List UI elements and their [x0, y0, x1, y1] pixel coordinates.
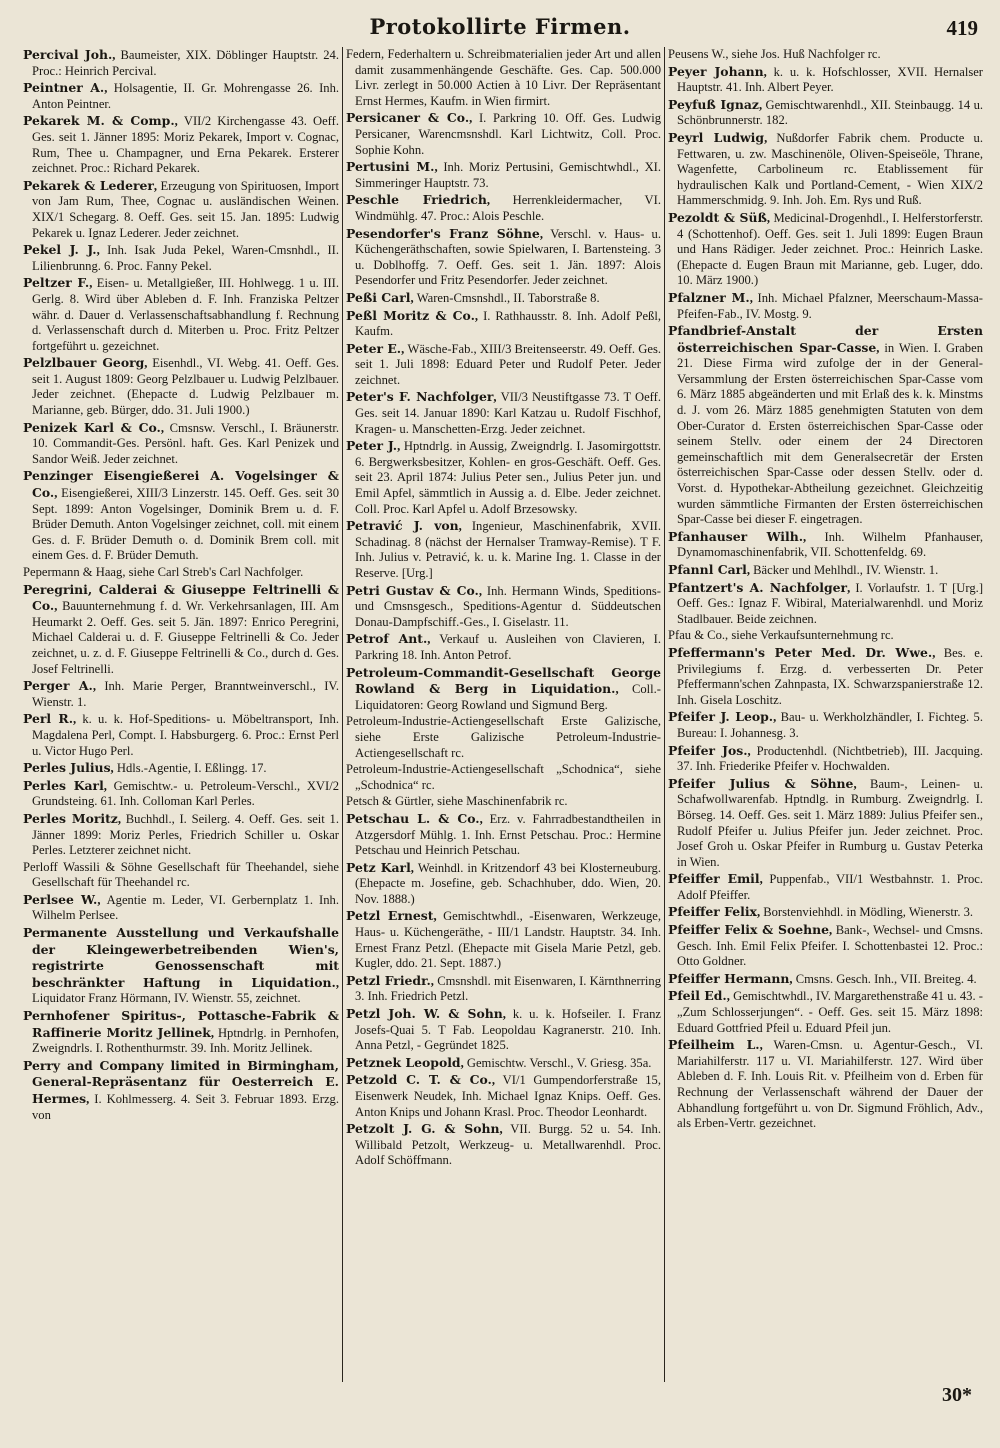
directory-entry — [346, 794, 661, 810]
entry-text: k. u. k. Hof-Speditions- u. Möbeltransport, Inh. Magdalena Perl, Compt. I. Habsburgerg. 6. Proc.: Ernst Perl u. Victor Hugo Perl. — [32, 712, 339, 758]
entry-text: Gemischtw.- u. Petroleum-Verschl., XVI/2 Grundsteing. 61. Inh. Colloman Karl Perles. — [32, 778, 340, 809]
entry-text: Petroleum-Industrie-Actiengesellschaft Erste Galizische, siehe Erste Galizische Petroleum-Industrie-Actiengesellschaft rc. — [346, 714, 661, 760]
firm-name: Petroleum-Commandit-Gesellschaft George Rowland & Berg in Liquidation. — [346, 664, 661, 697]
entry-text: k. u. k. Hofseiler. I. Franz Josefs-Quai 5. T Fab. Leopoldau Kagranerstr. 210. Inh. Anna Petzl, - Gegründet 1825. — [355, 1007, 661, 1053]
directory-entry — [668, 709, 983, 741]
firm-name: Petravić J. von — [346, 518, 459, 534]
firm-name: Pfeiffer Felix — [668, 904, 757, 920]
firm-name: Peyfuß Ignaz — [668, 96, 759, 112]
page-header — [20, 14, 980, 44]
directory-entry — [346, 714, 661, 761]
directory-entry — [346, 308, 661, 340]
entry-text: Eisengießerei, XIII/3 Linzerstr. 145. Oeff. Ges. seit 30 Sept. 1899: Anton Vogelsinger, Dominik Brem u. d. F. Brüder Demuth. Anton Vogelsinger zeichnet, coll. mit einem Ges. d. F. Brüder Demuth o. d. Dominik Brem coll. mit einem Ges. d. F. Brüder Demuth. — [32, 486, 340, 563]
firm-name: Perl R. — [23, 711, 74, 727]
entry-separator: , — [112, 48, 121, 62]
directory-entry — [23, 113, 339, 176]
entry-separator: , — [764, 130, 777, 145]
entry-text: Hptndrlg. in Pernhofen, Zweigndrls. I. Rothenthurmstr. 39. Inh. Moritz Jellinek. — [32, 1025, 340, 1056]
directory-entry — [668, 290, 983, 322]
entry-separator: , — [486, 193, 513, 208]
directory-entry — [668, 562, 983, 579]
entry-text: Herrenkleidermacher, VI. Windmühlg. 47. Proc.: Alois Peschle. — [355, 193, 661, 223]
firm-name: Pelzlbauer Georg — [23, 355, 145, 371]
firm-name: Petzl Joh. W. & Sohn — [346, 1006, 503, 1022]
entry-separator: , — [54, 486, 62, 501]
firm-name: Petrof Ant. — [346, 631, 428, 647]
firm-name: Peßl Moritz & Co. — [346, 307, 475, 323]
entry-separator: , — [103, 778, 114, 793]
entry-text: Agentie m. Leder, VI. Gerbernplatz 1. Inh. Wilhelm Perlsee. — [32, 892, 339, 923]
entry-separator: , — [434, 160, 444, 175]
entry-separator: , — [96, 243, 108, 258]
entry-text: Baumeister, XIX. Döblinger Hauptstr. 24. Proc.: Heinrich Percival. — [32, 48, 339, 78]
entry-text: Inh. Moriz Pertusini, Gemischtwhdl., XI. Simmeringer Hauptstr. 73. — [355, 160, 662, 190]
entry-text: Cmsnsw. Verschl., I. Bräunerstr. 10. Commandit-Ges. Persönl. haft. Ges. Karl Penizek und Sandor Weiß. Jeder zeichnet. — [32, 420, 339, 466]
entry-separator: , — [758, 97, 766, 112]
directory-entry — [346, 192, 661, 224]
firm-name: Pfeiffer Hermann — [668, 970, 790, 986]
entry-text: Liquidator Franz Hörmann, IV. Wienstr. 55, zeichnet. — [32, 991, 301, 1006]
firm-name: Peßi Carl — [346, 289, 411, 305]
firm-name: Peintner A. — [23, 80, 105, 96]
directory-entry — [668, 47, 983, 63]
directory-entry — [23, 582, 339, 678]
entry-text: Pfau & Co., siehe Verkaufsunternehmung rc. — [668, 628, 894, 643]
column-right — [664, 47, 986, 1382]
directory-entry — [346, 389, 661, 437]
entry-text: Ingenieur, Maschinenfabrik, XVII. Schadinag. 8 (nächst der Hernalser Tramway-Remise). T F. Inh. Julius v. Petravić, k. u. k. Marine Ing. 1. Classe in der Reserve. [Urg.] — [355, 519, 661, 580]
entry-separator: , — [876, 340, 885, 355]
page-number: 419 — [946, 16, 978, 40]
firm-name: Petzl Ernest — [346, 908, 434, 924]
entry-text: Federn, Federhaltern u. Schreibmaterialien jeder Art und allen damit zusammenhängende Geschäfte. Ges. Cap. 500.000 Livr. zerlegt in 50.000 Actien à 10 Livr. Der Repräsentant Ernst Hermes, Kaufm. in Wien firmirt. — [346, 47, 661, 108]
entry-separator: , — [210, 1025, 218, 1040]
firm-name: Petz Karl — [346, 859, 411, 875]
entry-text: Gemischtwhdl., -Eisenwaren, Werkzeuge, Haus- u. Küchengeräthe, - III/1 Landstr. Hauptstr. 34. Inh. Ernest Franz Petzl. (Ehepacte mit Gisela Marie Petzl, geb. Kugler, ddo. 21. Sept. 1887.) — [355, 909, 662, 971]
firm-name: Perlsee W. — [23, 891, 98, 907]
directory-entry — [23, 47, 339, 79]
firm-name: Peschle Friedrich — [346, 192, 487, 208]
entry-text: I. Parkring 10. Off. Ges. Ludwig Persicaner, Warencmsnshdl. Karl Lichtwitz, Coll. Proc. Sophie Kohn. — [355, 111, 662, 157]
directory-entry — [346, 110, 661, 158]
firm-name: Perles Moritz — [23, 810, 118, 826]
entry-separator: , — [493, 390, 501, 405]
firm-name: Petzolt J. G. & Sohn — [346, 1121, 500, 1137]
entry-separator: , — [847, 580, 856, 595]
entry-separator: , — [469, 111, 479, 126]
entry-text: I. Rathhausstr. 8. Inh. Adolf Peßl, Kaufm. — [355, 308, 661, 339]
firm-name: Permanente Ausstellung und Verkaufshalle der Kleingewerbetreibenden Wien's, registrirte Genossenschaft mit beschränkter Haftung in Liquidation. — [23, 925, 339, 990]
firm-name: Pekarek M. & Comp. — [23, 113, 175, 129]
entry-separator: , — [499, 1122, 511, 1137]
firm-name: Pfandbrief-Anstalt der Ersten österreichischen Spar-Casse — [668, 323, 983, 355]
entry-text: Nußdorfer Fabrik chem. Producte u. Fettwaren, u. zw. Maschinenöle, Oliven-Speiseöle, Thrane, Wagenfette, Carbolineum rc. Etablissement für hydraulischen Kalk und Portland-Cement, - Wien XIX/2 Hammerschmidg. 9. Inh. Joh. Em. Rys und Ruß. — [677, 130, 983, 208]
entry-separator: , — [502, 1007, 513, 1022]
entry-text: I. Vorlaufstr. 1. T [Urg.] Oeff. Ges.: Ignaz F. Wibiral, Materialwarenhdl. und Moriz Stadlbauer. Beide zeichnen. — [677, 580, 984, 626]
entry-separator: , — [478, 583, 487, 598]
entry-text: Productenhdl. (Nichtbetrieb), III. Jacquing. 37. Inh. Friederike Pfeifer v. Hochwalden. — [677, 743, 983, 774]
entry-separator: , — [756, 905, 764, 920]
entry-text: Eisenhdl., VI. Webg. 41. Oeff. Ges. seit 1. August 1809: Georg Pelzlbauer u. Ludwig Pelzlbauer. Jeder zeichnet. (Ehepacte d. Ludwig Pelzlbauer m. Marianne, geb. Bürger, ddo. 31. Juli 1900.) — [32, 356, 339, 418]
directory-entry — [668, 922, 983, 970]
entry-separator: , — [110, 761, 117, 776]
entry-text: Hdls.-Agentie, I. Eßlingg. 17. — [116, 761, 267, 776]
entry-separator: , — [410, 290, 417, 305]
firm-name: Pfeifer Jos. — [668, 742, 748, 758]
directory-entry — [346, 762, 661, 793]
entry-separator: , — [174, 114, 184, 129]
directory-entry — [346, 583, 661, 631]
entry-separator: , — [458, 519, 472, 534]
firm-name: Petzold C. T. & Co. — [346, 1072, 492, 1088]
entry-text: Eisen- u. Metallgießer, III. Hohlwegg. 1 u. III. Gerlg. 8. Wird über Ableben d. F. Inh. Franziska Peltzer währ. d. Dauer d. Verlassenschaftsabhandlung f. Rechnung d. Verlassenschaft durch d. Miterben u. Proc. Fritz Peltzer fortgeführt u. gezeichnet. — [32, 276, 339, 353]
entry-text: VII/2 Kirchengasse 43. Oeff. Ges. seit 1. Jänner 1895: Moriz Pekarek, Import v. Cognac, Rum, Thee u. Champagner, und Erna Pekarek. Ersterer zeichnet. Proc.: Richard Pekarek. — [32, 114, 339, 176]
directory-entry — [23, 275, 339, 354]
directory-entry — [346, 908, 661, 971]
directory-entry — [23, 565, 339, 581]
firm-name: Percival Joh. — [23, 47, 113, 62]
directory-entry — [346, 226, 661, 289]
directory-entry — [346, 1072, 661, 1120]
entry-separator: , — [97, 892, 107, 907]
firm-name: Pfeffermann's Peter Med. Dr. Wwe. — [668, 644, 933, 660]
entry-text: Gemischtwarenhdl., XII. Steinbaugg. 14 u. Schönbrunnerstr. 182. — [677, 97, 984, 128]
directory-entry — [668, 628, 983, 644]
entry-separator: , — [479, 811, 490, 826]
directory-entry — [668, 210, 983, 289]
firm-name: Petzl Friedr. — [346, 972, 431, 988]
entry-text: Wäsche-Fab., XIII/3 Breitenseerstr. 49. Oeff. Ges. seit 1. Juli 1898: Eduard Peter und Rudolf Peter. Jeder zeichnet. — [355, 341, 661, 387]
entry-text: Inh. Michael Pfalzner, Meerschaum-Massa-Pfeifen-Fab., IV. Mostg. 9. — [677, 290, 983, 321]
firm-name: Pfeifer Julius & Söhne — [668, 775, 854, 791]
firm-name: Petri Gustav & Co. — [346, 582, 479, 598]
directory-entry — [668, 1037, 983, 1132]
directory-entry — [346, 341, 661, 389]
firm-name: Pfanhauser Wilh. — [668, 528, 804, 544]
entry-separator: , — [615, 682, 632, 697]
firm-name: Pertusini M. — [346, 159, 435, 175]
entry-separator: , — [853, 776, 871, 791]
firm-name: Perles Karl — [23, 777, 104, 793]
entry-separator: , — [746, 563, 754, 577]
firm-name: Peltzer F. — [23, 275, 90, 291]
directory-entry — [346, 1006, 661, 1054]
entry-separator: , — [749, 290, 758, 305]
firm-name: Peter J. — [346, 438, 398, 454]
entry-text: I. Kohlmesserg. 4. Seit 3. Februar 1893. Erzg. von — [32, 1092, 339, 1122]
entry-text: Verschl. v. Haus- u. Küchengeräthschaften, sowie Spielwaren, I. Bartensteing. 3 u. Doblhoffg. 7. Oeff. Ges. seit 1. Jän. 1897: Alois Pesendorfer und Fritz Pesendorfer. Jeder zeichnet. — [355, 226, 661, 288]
firm-name: Pfannl Carl — [668, 562, 747, 577]
directory-entry — [23, 80, 339, 112]
firm-name: Pfantzert's A. Nachfolger — [668, 579, 848, 595]
directory-entry — [346, 47, 661, 109]
firm-name: Pfeil Ed. — [668, 988, 727, 1004]
entry-separator: , — [763, 64, 774, 79]
entry-text: Erz. v. Fahrradbestandtheilen in Atzgersdorf Mühlg. 1. Inh. Ernst Petschau. Proc.: Hermine Petschau und Heinrich Petschau. — [355, 811, 661, 858]
entry-text: Petroleum-Industrie-Actiengesellschaft „Schodnica“, siehe „Schodnica“ rc. — [346, 762, 661, 792]
entry-separator: , — [773, 710, 781, 725]
entry-text: Petsch & Gürtler, siehe Maschinenfabrik rc. — [346, 794, 568, 809]
entry-text: Bes. e. Privilegiums f. Erzg. d. verbesserten Dr. Peter Pfeffermann'schen Zahnpasta, IX. Schwarzspanierstraße 12. Inh. Gisela Loschitz. — [677, 645, 983, 707]
firm-name: Persicaner & Co. — [346, 110, 470, 126]
entry-text: Verkauf u. Ausleihen von Clavieren, I. Parkring 18. Inh. Anton Petrof. — [355, 632, 661, 662]
entry-text: Inh. Wilhelm Pfanhauser, Dynamomaschinenfabrik, VII. Schottenfeldg. 69. — [677, 529, 983, 560]
entry-text: Borstenviehhdl. in Mödling, Wienerstr. 3. — [763, 905, 974, 920]
entry-separator: , — [153, 178, 161, 193]
directory-entry — [23, 925, 339, 1007]
directory-entry — [668, 580, 983, 628]
entry-separator: , — [104, 81, 114, 96]
directory-entry — [346, 1121, 661, 1169]
entry-text: in Wien. I. Graben 21. Diese Firma wird zufolge der in der General-Versammlung der Ersten österreichischen Spar-Casse vom 6. März 1885 abgeänderten und mit Erlaß des k. k. Minstms d. J. vom 26. März 1885 genehmigten Statuten von dem Ober-Curator d. Ersten österreichischen Spar-Casse oder seinem Stellv. oder einem der 24 Directoren gemeinschaftlich mit dem Generalsecretär der Ersten österreichischen Spar-Casse oder dessen Stellv. oder d. Vorst. d. Hypothekar-Abtheilung gezeichnet. Gleichzeitig wurden sämmtliche Firmanten der Ersten österreichischen Spar-Casse bei dieser F. eingetragen. — [677, 340, 983, 527]
entry-separator: , — [54, 599, 63, 614]
directory-entry — [668, 988, 983, 1036]
entry-text: Baum-, Leinen- u. Schafwollwarenfab. Hptndlg. in Rumburg. Zweigndrlg. I. Börseg. 14. Oeff. Ges. seit 1. März 1889: Julius Pfeifer sen., Rudolf Pfeifer u. Julius Pfeifer jun. Jeder zeichnet. Proc. Josef Groh u. Oskar Pfeifer in Rumburg u. Gustav Peterka in Wien. — [677, 776, 983, 869]
directory-entry — [668, 871, 983, 903]
entry-text: Bank-, Wechsel- und Cmsns. Gesch. Inh. Emil Felix Pfeifer. I. Schottenbastei 12. Proc.: Otto Goldner. — [677, 923, 984, 969]
entry-text: Coll.-Liquidatoren: Georg Rowland und Sigmund Berg. — [355, 682, 662, 712]
directory-entry — [346, 290, 661, 307]
firm-name: Penzinger Eisengießerei A. Vogelsinger & Co. — [23, 468, 339, 501]
directory-entry — [23, 468, 339, 564]
entry-separator: , — [89, 276, 97, 291]
directory-entry — [23, 860, 339, 891]
entry-text: Gemischtwhdl., IV. Margarethenstraße 41 u. 43. - „Zum Schlosserjungen“. - Oeff. Ges. seit 15. März 1898: Eduard Gottfried Pfeil u. Eduard Pfeil jun. — [677, 989, 984, 1035]
directory-entry — [23, 178, 339, 241]
entry-separator: , — [410, 860, 418, 875]
entry-separator: , — [789, 971, 796, 986]
column-middle — [342, 47, 664, 1382]
entry-text: VII. Burgg. 52 u. 54. Inh. Willibald Petzolt, Werkzeug- u. Metallwarenhdl. Proc. Adolf Schöffmann. — [355, 1122, 661, 1168]
page-title: Protokollirte Firmen. — [369, 14, 631, 39]
directory-entry — [668, 97, 983, 129]
firm-name: Pekarek & Lederer — [23, 177, 154, 193]
firm-name: Peyrl Ludwig — [668, 129, 765, 145]
entry-separator: , — [430, 973, 438, 988]
directory-entry — [668, 904, 983, 921]
directory-entry — [346, 631, 661, 663]
directory-entry — [346, 159, 661, 191]
entry-text: Weinhdl. in Kritzendorf 43 bei Klosterneuburg. (Ehepacte m. Josefine, geb. Schachhuber, ddo. Wien, 20. Nov. 1888.) — [355, 860, 661, 906]
directory-entry — [23, 892, 339, 924]
entry-separator: , — [491, 1073, 503, 1088]
directory-entry — [668, 64, 983, 96]
firm-name: Pfalzner M. — [668, 289, 750, 305]
entry-separator: , — [460, 1055, 467, 1070]
entry-text: Peusens W., siehe Jos. Huß Nachfolger rc. — [668, 47, 881, 61]
directory-entry — [346, 665, 661, 714]
entry-text: Bauunternehmung f. d. Wr. Verkehrsanlagen, III. Am Heumarkt 2. Oeff. Ges. seit 5. Jän. 1897: Enrico Peregrini, Michael Calderai u. d. F. Giuseppe Feltrinelli & Co. Jeder zeichnet, u. z. d. F. Giuseppe Feltrinelli & Co., durch d. Ges. Josef Feltrinelli. — [32, 599, 340, 676]
entry-text: Cmsns. Gesch. Inh., VII. Breiteg. 4. — [795, 971, 977, 986]
entry-separator: , — [474, 308, 484, 323]
firm-name: Peyer Johann — [668, 63, 764, 79]
text-columns — [20, 47, 986, 1382]
entry-separator: , — [433, 909, 444, 924]
directory-entry — [23, 1008, 339, 1057]
entry-text: Buchhdl., I. Seilerg. 4. Oeff. Ges. seit 1. Jänner 1899: Moriz Perles, Friedrich Schiller u. Oskar Perles. Letzterer zeichnet nicht. — [32, 811, 339, 858]
directory-entry — [668, 323, 983, 528]
directory-entry — [23, 420, 339, 468]
directory-entry — [23, 760, 339, 777]
directory-entry — [668, 529, 983, 561]
directory-entry — [668, 776, 983, 871]
entry-separator: , — [932, 645, 944, 660]
entry-text: Puppenfab., VII/1 Westbahnstr. 1. Proc. Adolf Pfeiffer. — [677, 872, 983, 902]
directory-entry — [23, 242, 339, 274]
entry-text: Inh. Hermann Winds, Speditions- und Cmsnsgesch., Speditions-Agentur d. Süddeutschen Donau-Dampfschiff.-Ges., I. Giselastr. 11. — [355, 583, 661, 629]
entry-separator: , — [160, 420, 170, 435]
entry-text: Medicinal-Drogenhdl., I. Helferstorferstr. 4 (Schottenhof). Oeff. Ges. seit 1. Juli 1899: Eugen Braun und Hans Rädiger. Jeder zeichnet. Proc.: Heinrich Laske. (Ehepacte d. Eugen Braun mit Marianne, geb. Luger, ddo. 10. März 1900.) — [677, 210, 984, 288]
entry-text: Perloff Wassili & Söhne Gesellschaft für Theehandel, siehe Gesellschaft für Theehandel rc. — [23, 859, 339, 890]
entry-text: Bau- u. Werkholzhändler, I. Fichteg. 5. Bureau: I. Johannesg. 3. — [677, 710, 983, 740]
entry-text: Holsagentie, II. Gr. Mohrengasse 26. Inh. Anton Peintner. — [32, 81, 340, 111]
directory-entry — [346, 518, 661, 581]
firm-name: Pfeiffer Emil — [668, 871, 760, 887]
firm-name: Perger A. — [23, 678, 93, 694]
entry-separator: , — [803, 529, 825, 544]
directory-entry — [23, 811, 339, 859]
entry-text: k. u. k. Hofschlosser, XVII. Hernalser Hauptstr. 41. Inh. Albert Peyer. — [677, 64, 984, 95]
entry-separator: , — [73, 712, 83, 727]
firm-name: Pfeilheim L. — [668, 1037, 760, 1053]
directory-entry — [668, 130, 983, 209]
firm-name: Perles Julius — [23, 760, 111, 776]
firm-name: Penizek Karl & Co. — [23, 419, 161, 435]
directory-entry — [346, 811, 661, 859]
entry-separator: , — [759, 1038, 774, 1053]
firm-name: Pekel J. J. — [23, 242, 97, 258]
firm-name: Petschau L. & Co. — [346, 810, 480, 826]
entry-text: Pepermann & Haag, siehe Carl Streb's Carl Nachfolger. — [23, 565, 304, 579]
entry-separator: , — [86, 1092, 95, 1106]
entry-text: Hptndrlg. in Aussig, Zweigndrlg. I. Jasomirgottstr. 6. Bergwerksbesitzer, Kohlen- en gros-Geschäft. Oeff. Ges. seit 23. April 1874: Julius Peter sen., Julius Peter jun. und Emil Apfel, sämmtlich in Aussig a. d. Elbe. Jeder zeichnet. Coll. Proc. Karl Apfel u. Adolf Brzesowsky. — [355, 439, 661, 516]
directory-entry — [23, 355, 339, 418]
directory-entry — [23, 678, 339, 710]
entry-separator: , — [747, 743, 757, 758]
directory-entry — [346, 973, 661, 1005]
entry-separator: , — [427, 632, 440, 647]
entry-separator: , — [401, 341, 408, 356]
firm-name: Peter E. — [346, 340, 402, 356]
entry-separator: , — [397, 439, 404, 454]
entry-text: Bäcker und Mehlhdl., IV. Wienstr. 1. — [753, 563, 939, 577]
signature-mark: 30* — [942, 1384, 972, 1406]
directory-entry — [23, 778, 339, 810]
column-left — [20, 47, 342, 1382]
entry-text: VI/1 Gumpendorferstraße 15, Eisenwerk Neudek, Inh. Michael Ignaz Knips. Oeff. Ges. Anton Knips und Johann Krasl. Proc. Theodor Leonhardt. — [355, 1073, 661, 1119]
entry-separator: , — [335, 975, 339, 990]
entry-text: Inh. Isak Juda Pekel, Waren-Cmsnhdl., II. Lilienbrunng. 6. Proc. Fanny Pekel. — [32, 243, 339, 273]
entry-separator: , — [829, 923, 836, 938]
entry-separator: , — [726, 989, 734, 1004]
firm-name: Pfeiffer Felix & Soehne — [668, 922, 830, 938]
directory-entry — [346, 438, 661, 517]
entry-text: Waren-Cmsnshdl., II. Taborstraße 8. — [416, 290, 600, 305]
firm-name: Peregrini, Calderai & Giuseppe Feltrinelli & Co. — [23, 581, 339, 614]
directory-entry — [668, 971, 983, 988]
entry-separator: , — [759, 872, 770, 887]
firm-name: Pfeifer J. Leop. — [668, 709, 774, 725]
firm-name: Peter's F. Nachfolger — [346, 389, 494, 405]
firm-name: Petznek Leopold — [346, 1054, 461, 1070]
entry-separator: , — [766, 210, 774, 225]
entry-text: Inh. Marie Perger, Branntweinverschl., IV. Wienstr. 1. — [32, 679, 340, 709]
directory-entry — [346, 860, 661, 908]
entry-text: Cmsnshdl. mit Eisenwaren, I. Kärnthnerring 3. Inh. Friedrich Petzl. — [355, 973, 662, 1004]
directory-entry — [23, 1058, 339, 1123]
directory-entry — [23, 711, 339, 759]
directory-entry — [346, 1055, 661, 1072]
directory-entry — [668, 645, 983, 708]
firm-name: Pernhofener Spiritus-, Pottasche-Fabrik & Raffinerie Moritz Jellinek — [23, 1008, 339, 1040]
firm-name: Pezoldt & Süß — [668, 209, 767, 225]
entry-text: Gemischtw. Verschl., V. Griesg. 35a. — [466, 1055, 652, 1070]
firm-name: Perry and Company limited in Birmingham, General-Repräsentanz für Oesterreich E. Hermes — [23, 1057, 339, 1106]
entry-separator: , — [144, 356, 153, 371]
entry-text: Waren-Cmsn. u. Agentur-Gesch., VI. Mariahilferstr. 117 u. VI. Mariahilferstr. 127. Wird über Ableben d. F. Inh. Louis Rit. v. Pfeilheim von d. Erben für Rechnung der Verlassenschaft während der Dauer der Abhandlung fortgeführt u. von Dr. Sigmund Fröhlich, Adv., als Erben-Vertr. gezeichnet. — [677, 1038, 984, 1131]
entry-separator: , — [92, 679, 105, 694]
entry-text: VII/3 Neustiftgasse 73. T Oeff. Ges. seit 14. Januar 1890: Karl Katzau u. Rudolf Fischhof, Kragen- u. Manschetten-Erzg. Jeder zeichnet. — [355, 390, 661, 436]
directory-entry — [668, 743, 983, 775]
entry-separator: , — [117, 811, 126, 826]
firm-name: Pesendorfer's Franz Söhne — [346, 225, 540, 241]
entry-text: Erzeugung von Spirituosen, Import von Jam Rum, Thee, Cognac u. ausländischen Weinen. XIX/1 Schegarg. 8. Oeff. Ges. seit 15. Jan. 1895: Ludwig Pekarek u. Ignaz Lederer. Jeder zeichnet. — [32, 178, 340, 240]
entry-separator: , — [539, 226, 551, 241]
